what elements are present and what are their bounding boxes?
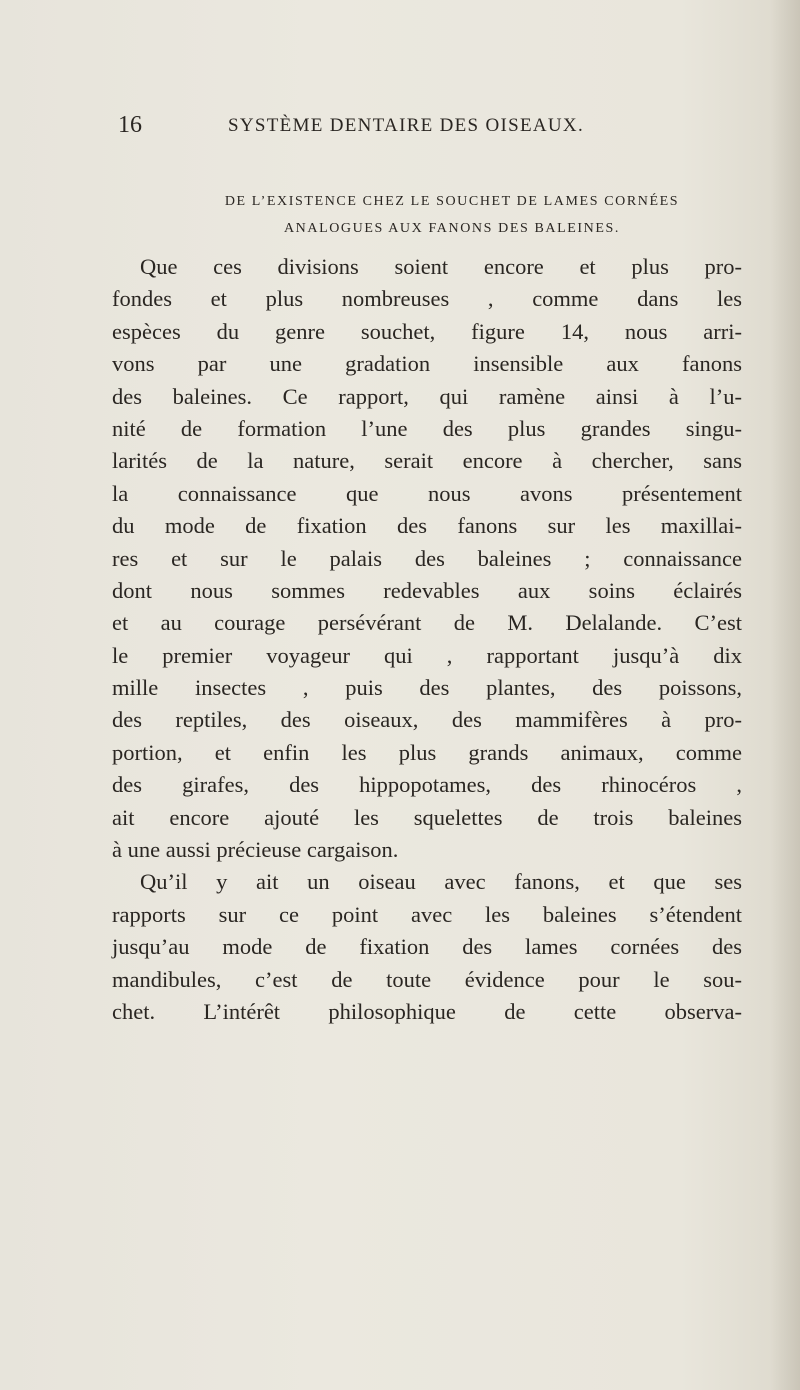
- text-line: portion, et enfin les plus grands animaux, comme: [112, 739, 742, 765]
- text-line: dont nous sommes redevables aux soins éclairés: [112, 577, 742, 603]
- page-number: 16: [118, 112, 142, 138]
- text-line: res et sur le palais des baleines ; connaissance: [112, 545, 742, 571]
- running-title: SYSTÈME DENTAIRE DES OISEAUX.: [228, 115, 585, 136]
- body-text: [112, 251, 742, 1028]
- text-line: espèces du genre souchet, figure 14, nous arri-: [112, 318, 742, 344]
- section-heading: [132, 188, 772, 242]
- text-line: jusqu’au mode de fixation des lames cornées des: [112, 934, 742, 960]
- text-line: et au courage persévérant de M. Delalande. C’est: [112, 610, 742, 636]
- text-line: mandibules, c’est de toute évidence pour le sou-: [112, 966, 742, 992]
- text-line: fondes et plus nombreuses , comme dans les: [112, 286, 742, 312]
- page-edge-shadow: [770, 0, 800, 1390]
- running-head: [118, 112, 678, 142]
- text-line: nité de formation l’une des plus grandes singu-: [112, 415, 742, 441]
- text-line: rapports sur ce point avec les baleines s’étendent: [112, 901, 742, 927]
- section-heading-line: DE L’EXISTENCE CHEZ LE SOUCHET DE LAMES CORNÉES: [224, 194, 680, 209]
- text-line: la connaissance que nous avons présentement: [112, 480, 742, 506]
- text-line: des baleines. Ce rapport, qui ramène ainsi à l’u-: [112, 383, 742, 409]
- text-line: le premier voyageur qui , rapportant jusqu’à dix: [112, 642, 742, 668]
- text-line: mille insectes , puis des plantes, des poissons,: [112, 675, 742, 701]
- text-line: Que ces divisions soient encore et plus pro-: [140, 254, 742, 279]
- text-line: Qu’il y ait un oiseau avec fanons, et que ses: [140, 869, 742, 895]
- section-heading-line: ANALOGUES AUX FANONS DES BALEINES.: [283, 221, 621, 236]
- text-line: larités de la nature, serait encore à chercher, sans: [112, 448, 742, 474]
- text-line: des reptiles, des oiseaux, des mammifères à pro-: [112, 707, 742, 733]
- text-line: chet. L’intérêt philosophique de cette observa-: [112, 998, 742, 1024]
- text-line: du mode de fixation des fanons sur les maxillai-: [112, 513, 742, 539]
- text-line: à une aussi précieuse cargaison.: [112, 837, 399, 863]
- text-line: des girafes, des hippopotames, des rhinocéros ,: [112, 772, 742, 798]
- text-line: vons par une gradation insensible aux fanons: [112, 351, 742, 377]
- text-line: ait encore ajouté les squelettes de trois baleines: [112, 804, 742, 830]
